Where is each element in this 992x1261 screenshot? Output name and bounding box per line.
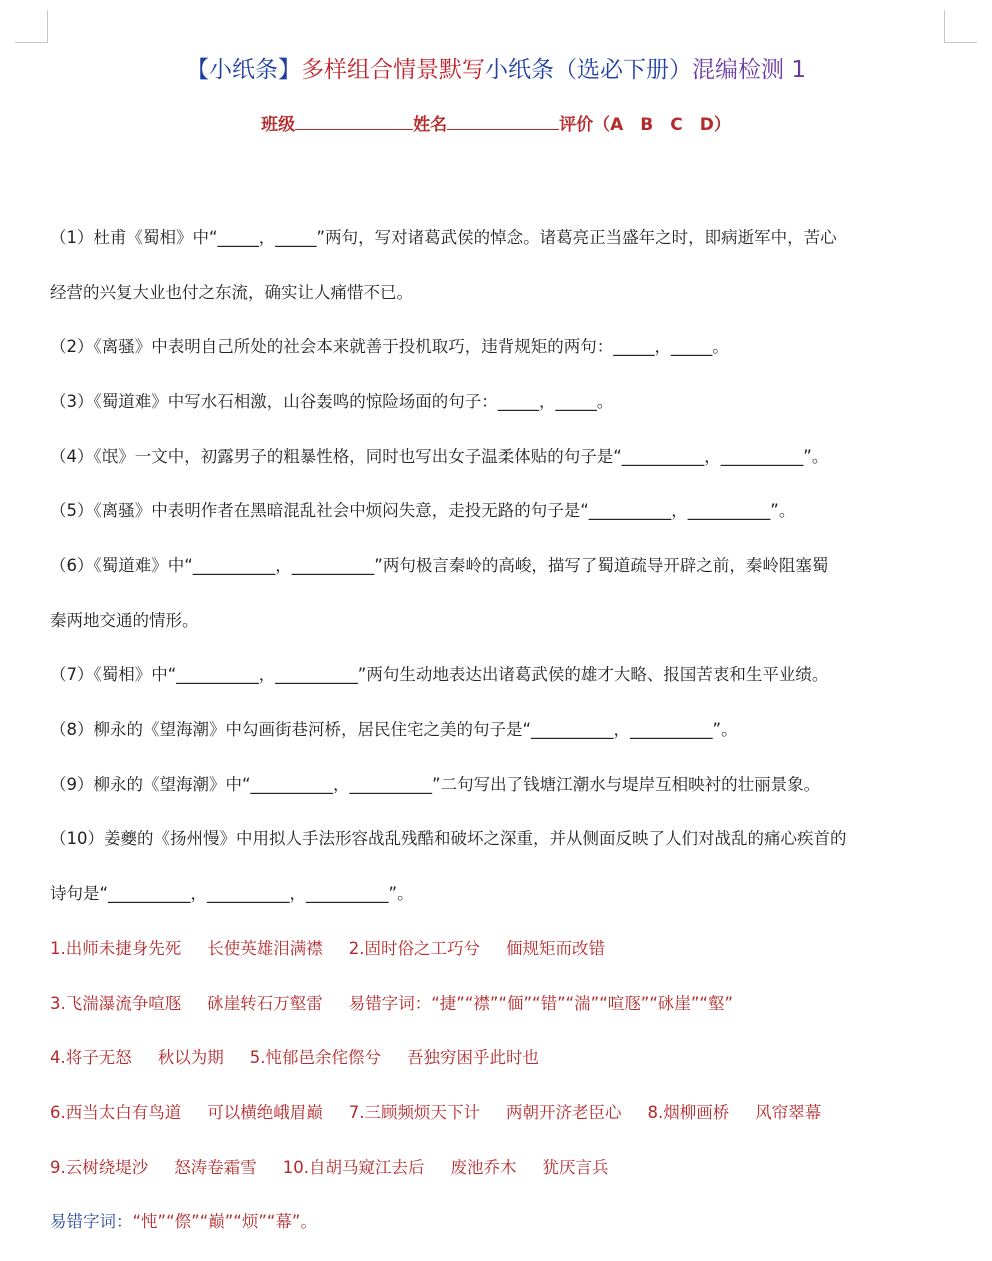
answer-text: 偭规矩而改错 — [506, 939, 605, 958]
answer-text: 4.将子无怒 — [50, 1048, 132, 1067]
answer-text: 怒涛卷霜雪 — [174, 1158, 257, 1177]
question-2: （2）《离骚》中表明自己所处的社会本来就善于投机取巧，违背规矩的两句：_____，_____。 — [50, 337, 729, 356]
question-3: （3）《蜀道难》中写水石相激，山谷轰鸣的惊险场面的句子：_____，_____。 — [50, 392, 614, 411]
answer-text: 砯崖转石万壑雷 — [207, 994, 323, 1013]
answer-text: 犹厌言兵 — [542, 1158, 609, 1177]
title-part-2: 多样组合 — [301, 57, 394, 83]
answer-text: 两朝开济老臣心 — [506, 1103, 622, 1122]
answer-text: 7.三顾频烦天下计 — [348, 1103, 480, 1122]
question-6-line-2: 秦两地交通的情形。 — [50, 611, 199, 630]
answer-text: 废池乔木 — [450, 1158, 517, 1177]
page-corner-mark-right — [944, 10, 977, 43]
class-label: 班级 — [261, 115, 296, 135]
answer-text: 3.飞湍瀑流争喧豗 — [50, 994, 182, 1013]
question-1-line-1: （1）杜甫《蜀相》中“_____，_____”两句，写对诸葛武侯的悼念。诸葛亮正当盛年之时，即病逝军中，苦心 — [50, 228, 837, 247]
question-9: （9）柳永的《望海潮》中“__________，__________”二句写出了钱塘江潮水与堤岸互相映衬的壮丽景象。 — [50, 775, 821, 794]
title-part-3: 情景默写 — [393, 57, 486, 83]
answer-text: 5.忳郁邑余侘傺兮 — [249, 1048, 381, 1067]
answer-text: 易错字词：“捷”“襟”“偭”“错”“湍”“喧豗”“砯崖”“壑” — [348, 994, 734, 1013]
answer-line-3 — [50, 1044, 950, 1068]
answer-line-6 — [50, 1208, 950, 1232]
question-7: （7）《蜀相》中“__________，__________”两句生动地表达出诸葛武侯的雄才大略、报国苦衷和生平业绩。 — [50, 665, 829, 684]
question-4: （4）《氓》一文中，初露男子的粗暴性格，同时也写出女子温柔体贴的句子是“__________，__________”。 — [50, 447, 829, 466]
typo-label: 易错字词： — [50, 1212, 133, 1231]
question-6-line-1: （6）《蜀道难》中“__________，__________”两句极言秦岭的高峻，描写了蜀道疏导开辟之前，秦岭阻塞蜀 — [50, 556, 829, 575]
answer-text: 2.固时俗之工巧兮 — [348, 939, 480, 958]
class-blank[interactable] — [295, 111, 413, 130]
name-label: 姓名 — [413, 115, 448, 135]
name-blank[interactable] — [447, 111, 559, 130]
answer-text: 长使英雄泪满襟 — [207, 939, 323, 958]
answer-text: 8.烟柳画桥 — [647, 1103, 730, 1122]
title-part-5: 混编检测 1 — [692, 57, 806, 83]
page-title — [0, 52, 992, 88]
typo-words: “忳”“傺”“巅”“烦”“幕”。 — [132, 1212, 317, 1231]
title-part-4: 小纸条（选必下册） — [485, 57, 693, 83]
title-part-1: 【小纸条】 — [186, 57, 302, 83]
grade-label: 评价（A B C D） — [559, 115, 731, 135]
question-10-line-2: 诗句是“__________，__________，__________”。 — [50, 884, 414, 903]
question-10-line-1: （10）姜夔的《扬州慢》中用拟人手法形容战乱残酷和破坏之深重，并从侧面反映了人们对战乱的痛心疾首的 — [50, 829, 847, 848]
question-5: （5）《离骚》中表明作者在黑暗混乱社会中烦闷失意，走投无路的句子是“__________，__________”。 — [50, 501, 796, 520]
answer-text: 风帘翠幕 — [755, 1103, 822, 1122]
answer-line-2 — [50, 990, 950, 1014]
answer-line-1 — [50, 935, 950, 959]
answer-line-4 — [50, 1099, 950, 1123]
answer-text: 可以横绝峨眉巅 — [207, 1103, 323, 1122]
answer-text: 1.出师未捷身先死 — [50, 939, 182, 958]
answer-text: 10.自胡马窥江去后 — [282, 1158, 425, 1177]
answer-line-5 — [50, 1154, 950, 1178]
answer-text: 9.云树绕堤沙 — [50, 1158, 149, 1177]
page-corner-mark-left — [15, 10, 48, 43]
student-info-row — [0, 110, 992, 135]
question-8: （8）柳永的《望海潮》中勾画街巷河桥，居民住宅之美的句子是“__________，__________”。 — [50, 720, 738, 739]
answer-text: 吾独穷困乎此时也 — [407, 1048, 539, 1067]
answer-text: 秋以为期 — [157, 1048, 224, 1067]
question-1-line-2: 经营的兴复大业也付之东流，确实让人痛惜不已。 — [50, 283, 413, 302]
answer-text: 6.西当太白有鸟道 — [50, 1103, 182, 1122]
